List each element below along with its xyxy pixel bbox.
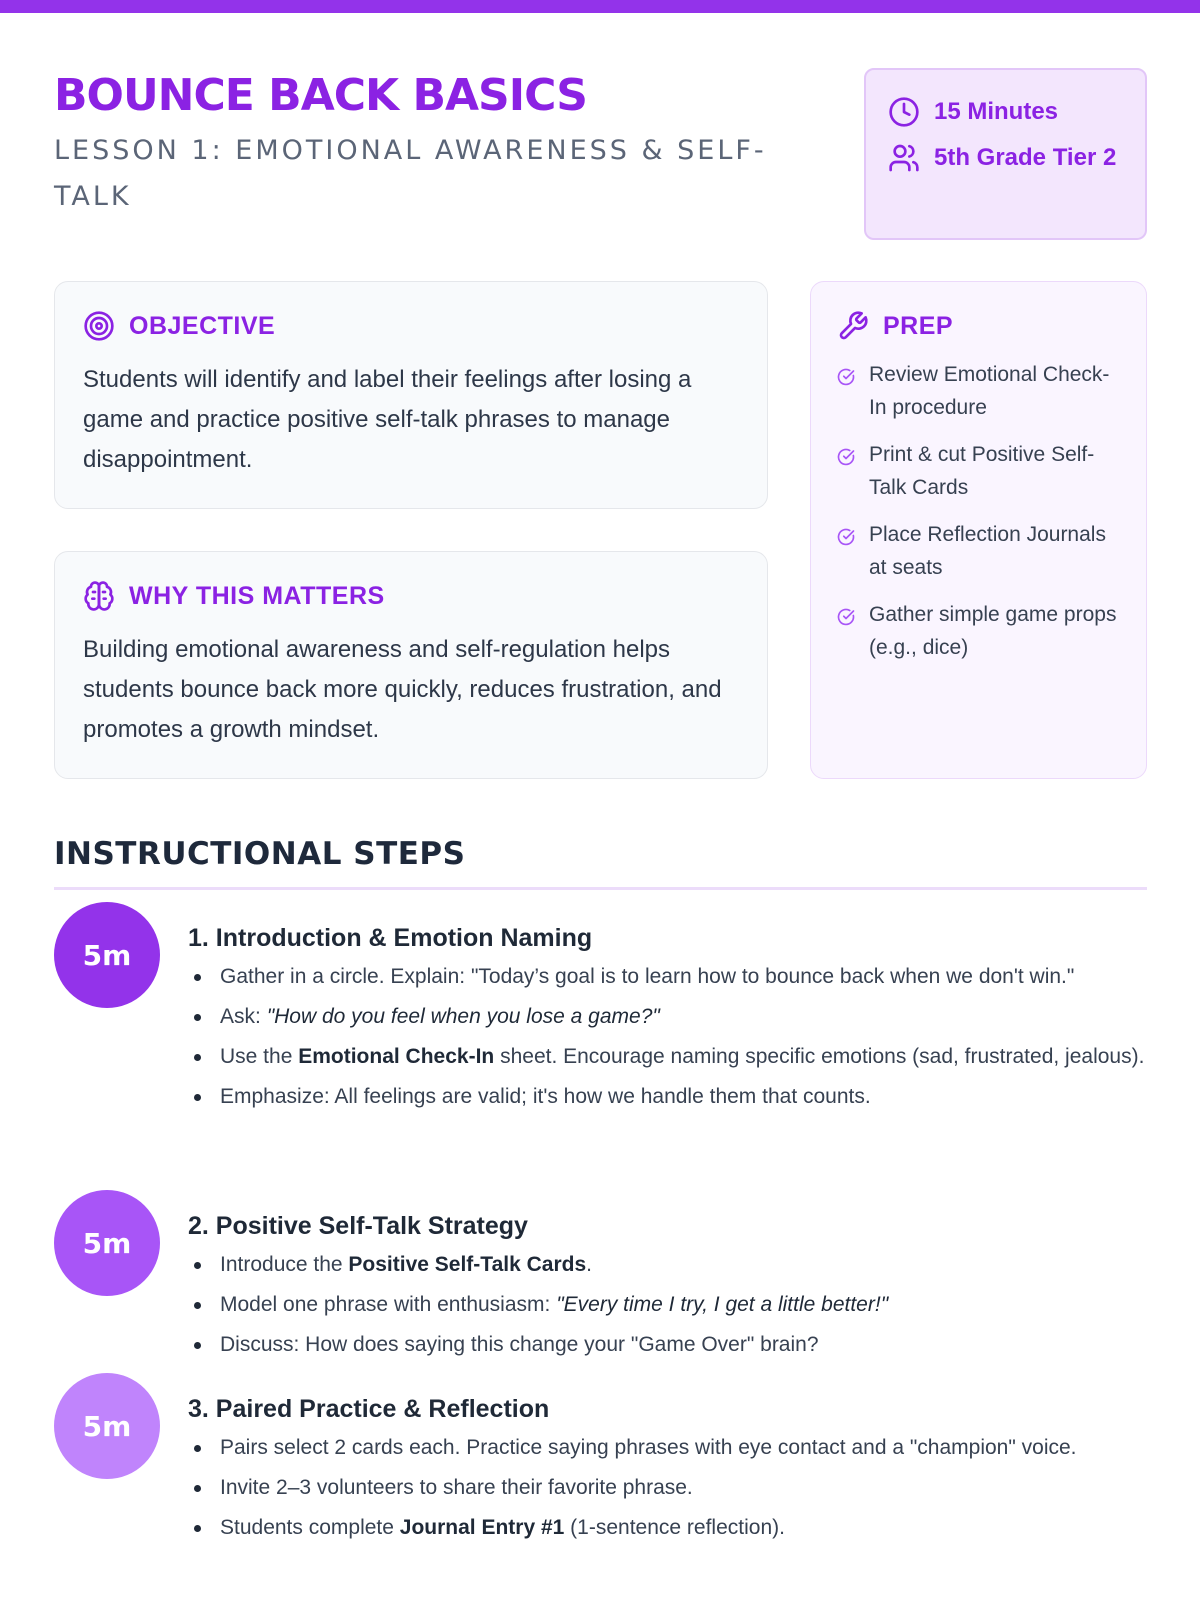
bullet-text: sheet. Encourage naming specific emotions (sad, frustrated, jealous). xyxy=(494,1045,1145,1068)
prep-item-text: Place Reflection Journals at seats xyxy=(869,523,1106,579)
step-title: 2. Positive Self-Talk Strategy xyxy=(188,1212,528,1240)
steps-divider xyxy=(54,887,1147,890)
step-duration-badge: 5m xyxy=(54,1190,160,1296)
objective-text: Students will identify and label their feelings after losing a game and practice positive self-talk phrases to manage disappointment. xyxy=(83,366,692,473)
bullet-text: Students complete xyxy=(220,1516,400,1539)
objective-heading-row xyxy=(83,310,739,342)
step-bullet xyxy=(188,1080,1148,1113)
lesson-subtitle: LESSON 1: EMOTIONAL AWARENESS & SELF-TALK xyxy=(54,135,767,212)
why-heading-row xyxy=(83,580,739,612)
lesson-meta-box xyxy=(864,68,1147,240)
step-content xyxy=(188,1206,1148,1368)
lesson-header xyxy=(54,70,834,220)
bullet-text: Use the xyxy=(220,1045,299,1068)
group-row xyxy=(888,138,1125,178)
bullet-text: Gather in a circle. Explain: "Today’s goal is to learn how to bounce back when we don't win." xyxy=(220,965,1075,988)
step-bullet xyxy=(188,960,1148,993)
page-title: BOUNCE BACK BASICS xyxy=(54,70,587,121)
clock-icon xyxy=(888,96,920,128)
users-icon xyxy=(888,142,920,174)
why-heading: WHY THIS MATTERS xyxy=(129,581,385,610)
why-text: Building emotional awareness and self-regulation helps students bounce back more quickly, reduces frustration, and promotes a growth mindset. xyxy=(83,636,722,743)
step-title: 3. Paired Practice & Reflection xyxy=(188,1395,550,1423)
prep-item xyxy=(837,518,1122,584)
step-bullet xyxy=(188,1000,1148,1033)
bold-term: Positive Self-Talk Cards xyxy=(348,1253,587,1276)
bullet-text: (1-sentence reflection). xyxy=(564,1516,785,1539)
prep-item-text: Print & cut Positive Self-Talk Cards xyxy=(869,443,1095,499)
objective-card xyxy=(54,281,768,509)
bullet-text: Pairs select 2 cards each. Practice saying phrases with eye contact and a "champion" voice. xyxy=(220,1436,1077,1459)
prep-item-text: Gather simple game props (e.g., dice) xyxy=(869,603,1117,659)
prep-heading-row xyxy=(837,310,1122,342)
check-circle-icon xyxy=(837,528,855,546)
prep-item xyxy=(837,438,1122,504)
check-circle-icon xyxy=(837,448,855,466)
wrench-icon xyxy=(837,310,869,342)
step-bullet xyxy=(188,1431,1148,1464)
top-accent-bar xyxy=(0,0,1200,13)
prep-list xyxy=(837,358,1122,664)
step-bullet xyxy=(188,1511,1148,1544)
step-bullet xyxy=(188,1471,1148,1504)
group-text: 5th Grade Tier 2 xyxy=(934,144,1117,171)
bold-term: Journal Entry #1 xyxy=(399,1516,565,1539)
duration-text: 15 Minutes xyxy=(934,98,1059,125)
step-bullet xyxy=(188,1248,1148,1281)
bullet-text: Introduce the xyxy=(220,1253,349,1276)
check-circle-icon xyxy=(837,368,855,386)
bullet-text: Emphasize: All feelings are valid; it's how we handle them that counts. xyxy=(220,1085,871,1108)
step-content xyxy=(188,918,1148,1120)
step-bullet xyxy=(188,1288,1148,1321)
prep-card xyxy=(810,281,1147,779)
step-bullet xyxy=(188,1040,1148,1073)
duration-row xyxy=(888,92,1125,132)
step-bullet-list xyxy=(188,1431,1148,1544)
italic-quote: "How do you feel when you lose a game?" xyxy=(266,1005,660,1028)
prep-item xyxy=(837,358,1122,424)
check-circle-icon xyxy=(837,608,855,626)
italic-quote: "Every time I try, I get a little better!" xyxy=(556,1293,889,1316)
step-bullet xyxy=(188,1328,1148,1361)
bullet-text: . xyxy=(586,1253,592,1276)
objective-heading: OBJECTIVE xyxy=(129,311,276,340)
step-duration-badge: 5m xyxy=(54,1373,160,1479)
prep-heading: PREP xyxy=(883,311,954,340)
step-duration-badge: 5m xyxy=(54,902,160,1008)
step-title: 1. Introduction & Emotion Naming xyxy=(188,924,593,952)
step-bullet-list xyxy=(188,960,1148,1113)
bullet-text: Discuss: How does saying this change your "Game Over" brain? xyxy=(220,1333,819,1356)
prep-item xyxy=(837,598,1122,664)
bullet-text: Model one phrase with enthusiasm: xyxy=(220,1293,557,1316)
prep-item-text: Review Emotional Check-In procedure xyxy=(869,363,1110,419)
target-icon xyxy=(83,310,115,342)
steps-heading: INSTRUCTIONAL STEPS xyxy=(54,836,466,872)
step-content xyxy=(188,1389,1148,1551)
why-card xyxy=(54,551,768,779)
brain-icon xyxy=(83,580,115,612)
bullet-text: Ask: xyxy=(220,1005,267,1028)
bold-term: Emotional Check-In xyxy=(298,1045,495,1068)
bullet-text: Invite 2–3 volunteers to share their favorite phrase. xyxy=(220,1476,693,1499)
step-bullet-list xyxy=(188,1248,1148,1361)
